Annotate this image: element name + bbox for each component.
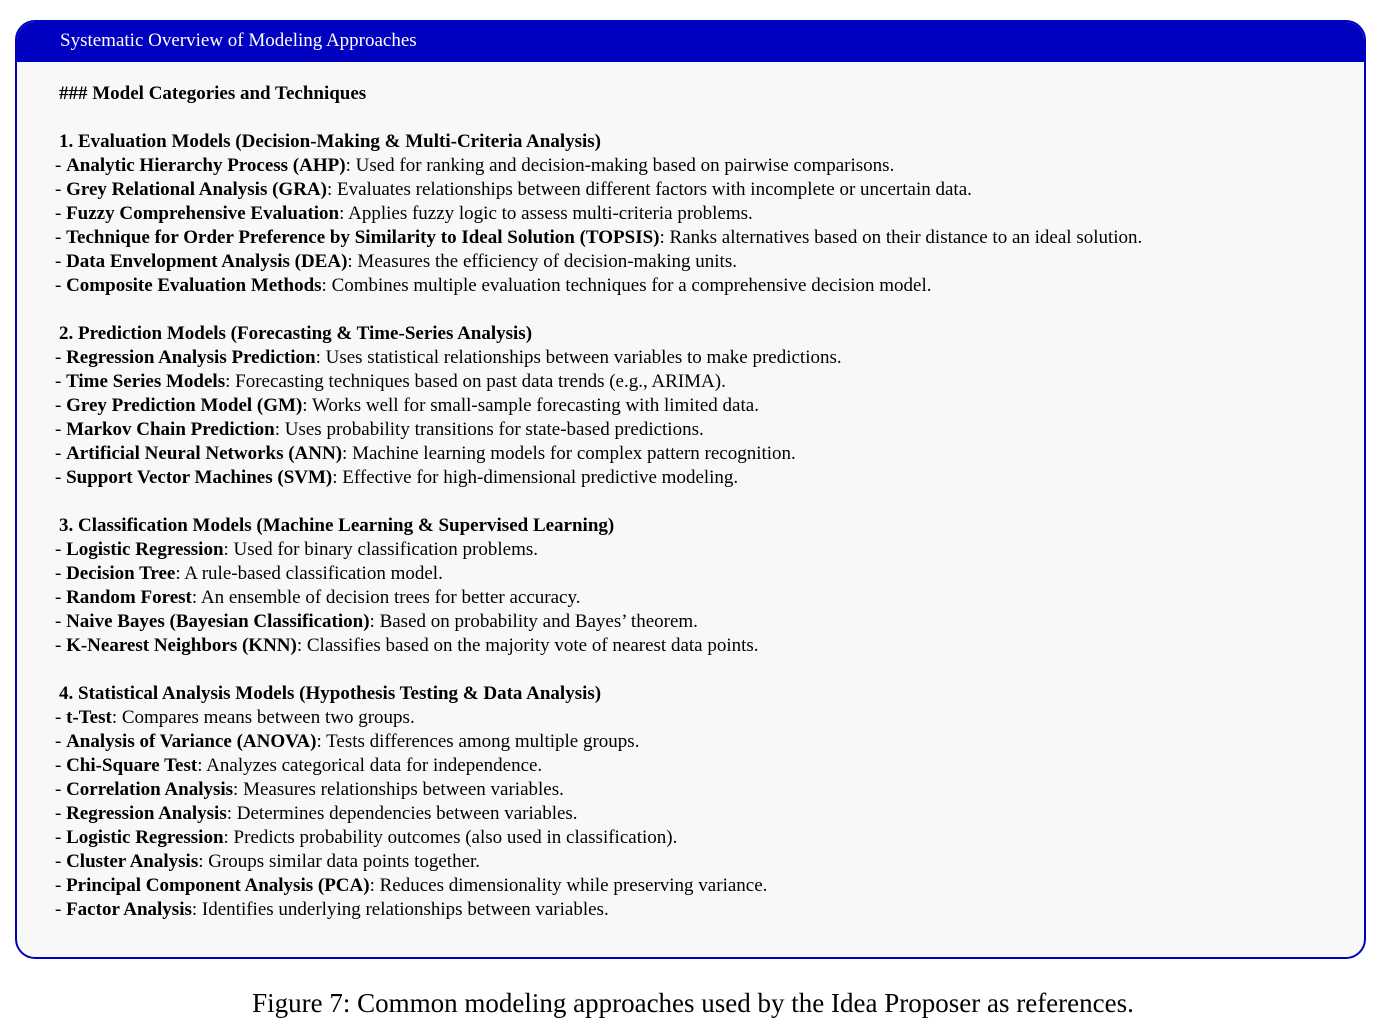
item-term: Naive Bayes (Bayesian Classification) [66,611,370,632]
item-term: Grey Prediction Model (GM) [66,395,303,416]
list-item: - Analytic Hierarchy Process (AHP): Used for ranking and decision-making based on pairwise comparisons. [55,155,895,176]
section-title: 3. Classification Models (Machine Learning & Supervised Learning) [59,515,615,536]
item-term: Composite Evaluation Methods [66,275,322,296]
item-description: : Classifies based on the majority vote of nearest data points. [296,635,759,656]
item-description: : An ensemble of decision trees for better accuracy. [191,587,581,608]
model-section [55,514,1354,658]
figure-caption: Figure 7: Common modeling approaches used by the Idea Proposer as references. [252,988,1134,1018]
list-item: - Principal Component Analysis (PCA): Reduces dimensionality while preserving variance. [55,875,768,896]
item-term: Correlation Analysis [66,779,234,800]
item-description: : Combines multiple evaluation techniques for a comprehensive decision model. [321,275,932,296]
model-section [55,130,1354,298]
item-description: : Forecasting techniques based on past data trends (e.g., ARIMA). [225,371,726,392]
list-item: - Factor Analysis: Identifies underlying relationships between variables. [55,899,609,920]
item-term: Data Envelopment Analysis (DEA) [66,251,348,272]
item-description: : Uses probability transitions for state-based predictions. [274,419,704,440]
item-term: Grey Relational Analysis (GRA) [66,179,327,200]
list-item: - Artificial Neural Networks (ANN): Machine learning models for complex pattern recognition. [55,443,796,464]
item-description: : Compares means between two groups. [111,707,415,728]
item-term: Markov Chain Prediction [66,419,275,440]
item-term: Logistic Regression [66,827,224,848]
item-description: : Groups similar data points together. [198,851,481,872]
list-item: - Correlation Analysis: Measures relationships between variables. [55,779,564,800]
sections-container [55,130,1354,922]
list-item: - Markov Chain Prediction: Uses probability transitions for state-based predictions. [55,419,704,440]
item-term: K-Nearest Neighbors (KNN) [66,635,297,656]
list-item: - Technique for Order Preference by Similarity to Ideal Solution (TOPSIS): Ranks alternatives based on their distance to an ideal solution. [55,227,1143,248]
item-term: Random Forest [66,587,192,608]
item-description: : Tests differences among multiple groups. [316,731,640,752]
list-item: - Cluster Analysis: Groups similar data points together. [55,851,481,872]
list-item: - Regression Analysis: Determines dependencies between variables. [55,803,578,824]
list-item: - Chi-Square Test: Analyzes categorical data for independence. [55,755,543,776]
box-heading: ### Model Categories and Techniques [59,83,367,104]
item-description: : A rule-based classification model. [175,563,443,584]
item-description: : Measures the efficiency of decision-making units. [347,251,737,272]
list-item: - Regression Analysis Prediction: Uses statistical relationships between variables to make predictions. [55,347,842,368]
item-term: Regression Analysis [66,803,227,824]
item-description: : Based on probability and Bayes’ theorem. [369,611,698,632]
item-description: : Used for binary classification problems. [223,539,539,560]
item-description: : Effective for high-dimensional predictive modeling. [332,467,739,488]
item-term: Artificial Neural Networks (ANN) [66,443,343,464]
model-section [55,682,1354,922]
list-item: - Support Vector Machines (SVM): Effective for high-dimensional predictive modeling. [55,467,739,488]
item-description: : Works well for small-sample forecasting with limited data. [302,395,759,416]
box-title: Systematic Overview of Modeling Approaches [17,22,1364,62]
item-term: Technique for Order Preference by Similarity to Ideal Solution (TOPSIS) [66,227,660,248]
item-description: : Analyzes categorical data for independence. [197,755,543,776]
list-item: - Random Forest: An ensemble of decision trees for better accuracy. [55,587,581,608]
item-term: Analysis of Variance (ANOVA) [66,731,317,752]
item-description: : Reduces dimensionality while preserving variance. [369,875,768,896]
item-term: Cluster Analysis [66,851,199,872]
list-item: - Time Series Models: Forecasting techniques based on past data trends (e.g., ARIMA). [55,371,726,392]
box-body [55,82,1354,922]
item-term: Decision Tree [66,563,176,584]
section-title: 2. Prediction Models (Forecasting & Time-Series Analysis) [59,323,533,344]
list-item: - Grey Prediction Model (GM): Works well for small-sample forecasting with limited data. [55,395,759,416]
item-description: : Predicts probability outcomes (also used in classification). [223,827,678,848]
item-term: Chi-Square Test [66,755,198,776]
item-term: Fuzzy Comprehensive Evaluation [66,203,340,224]
overview-box [15,20,1366,959]
item-description: : Uses statistical relationships between variables to make predictions. [315,347,842,368]
list-item: - Composite Evaluation Methods: Combines multiple evaluation techniques for a comprehensive decision model. [55,275,932,296]
section-title: 4. Statistical Analysis Models (Hypothesis Testing & Data Analysis) [59,683,602,704]
item-term: Support Vector Machines (SVM) [66,467,333,488]
item-description: : Applies fuzzy logic to assess multi-criteria problems. [339,203,753,224]
list-item: - Data Envelopment Analysis (DEA): Measures the efficiency of decision-making units. [55,251,737,272]
list-item: - Fuzzy Comprehensive Evaluation: Applies fuzzy logic to assess multi-criteria problems. [55,203,753,224]
item-term: Factor Analysis [66,899,192,920]
model-section [55,322,1354,490]
item-term: Analytic Hierarchy Process (AHP) [66,155,346,176]
list-item: - Logistic Regression: Predicts probability outcomes (also used in classification). [55,827,678,848]
list-item: - K-Nearest Neighbors (KNN): Classifies based on the majority vote of nearest data points. [55,635,759,656]
list-item: - Decision Tree: A rule-based classification model. [55,563,443,584]
item-term: t-Test [66,707,112,728]
list-item: - Analysis of Variance (ANOVA): Tests differences among multiple groups. [55,731,640,752]
item-term: Time Series Models [66,371,226,392]
item-description: : Determines dependencies between variables. [226,803,578,824]
list-item: - Naive Bayes (Bayesian Classification): Based on probability and Bayes’ theorem. [55,611,698,632]
section-title: 1. Evaluation Models (Decision-Making & Multi-Criteria Analysis) [59,131,602,152]
list-item: - Logistic Regression: Used for binary classification problems. [55,539,539,560]
item-term: Logistic Regression [66,539,224,560]
item-description: : Measures relationships between variables. [233,779,564,800]
list-item: - t-Test: Compares means between two groups. [55,707,415,728]
item-term: Regression Analysis Prediction [66,347,316,368]
item-description: : Ranks alternatives based on their distance to an ideal solution. [659,227,1143,248]
item-description: : Machine learning models for complex pattern recognition. [342,443,796,464]
item-description: : Used for ranking and decision-making based on pairwise comparisons. [345,155,895,176]
item-term: Principal Component Analysis (PCA) [66,875,370,896]
item-description: : Evaluates relationships between different factors with incomplete or uncertain data. [326,179,972,200]
item-description: : Identifies underlying relationships between variables. [191,899,609,920]
list-item: - Grey Relational Analysis (GRA): Evaluates relationships between different factors with incomplete or uncertain data. [55,179,972,200]
